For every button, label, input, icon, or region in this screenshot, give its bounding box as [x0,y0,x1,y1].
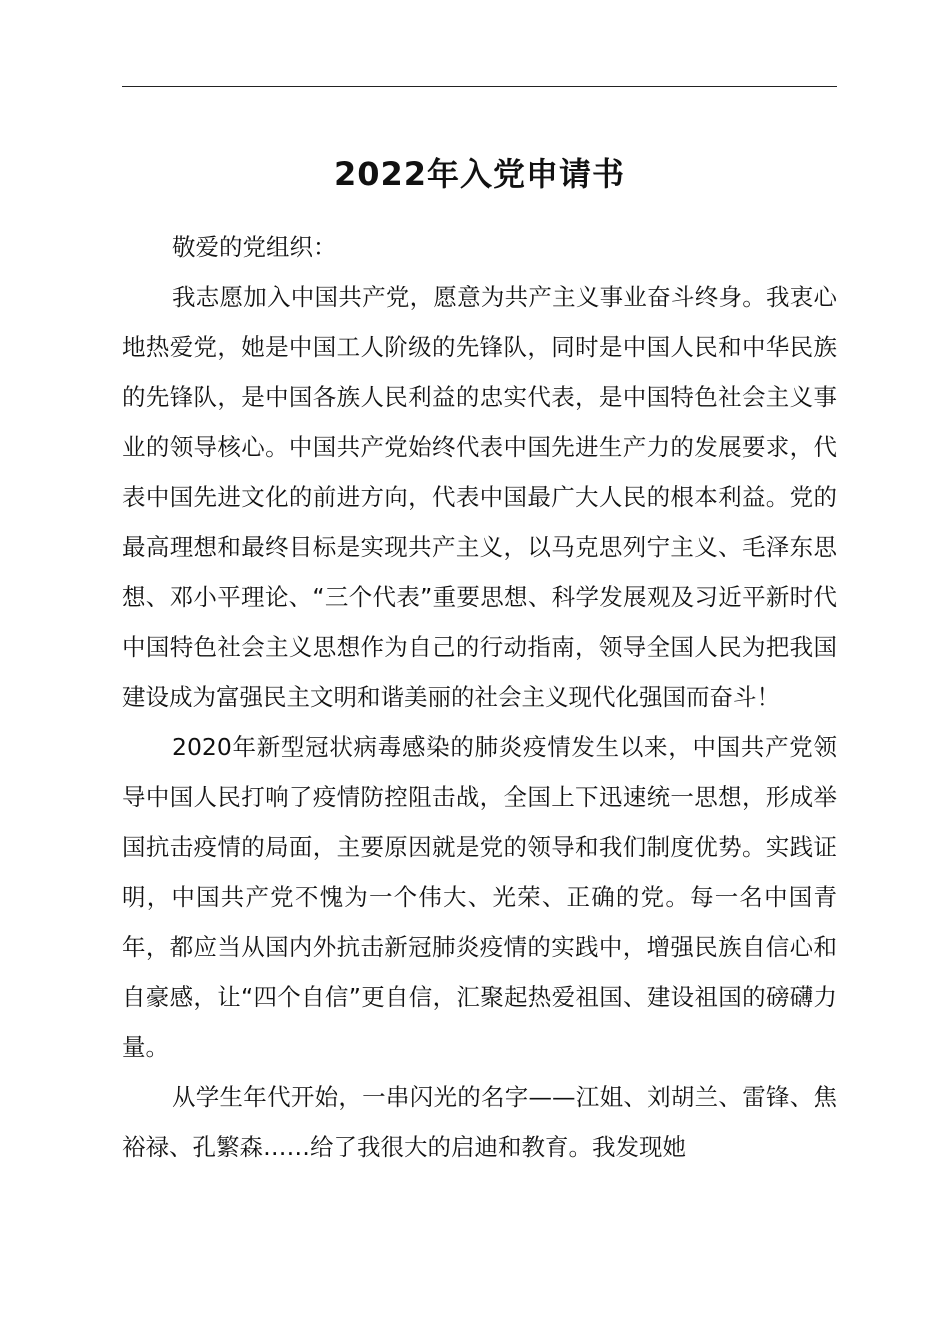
header-rule [122,86,837,87]
paragraph-2: 2020年新型冠状病毒感染的肺炎疫情发生以来，中国共产党领导中国人民打响了疫情防控阻击战，全国上下迅速统一思想，形成举国抗击疫情的局面，主要原因就是党的领导和我们制度优势。实践证明，中国共产党不愧为一个伟大、光荣、正确的党。每一名中国青年，都应当从国内外抗击新冠肺炎疫情的实践中，增强民族自信心和自豪感，让“四个自信”更自信，汇聚起热爱祖国、建设祖国的磅礴力量。 [122,733,837,1061]
paragraph-1: 我志愿加入中国共产党，愿意为共产主义事业奋斗终身。我衷心地热爱党，她是中国工人阶级的先锋队，同时是中国人民和中华民族的先锋队，是中国各族人民利益的忠实代表，是中国特色社会主义事业的领导核心。中国共产党始终代表中国先进生产力的发展要求，代表中国先进文化的前进方向，代表中国最广大人民的根本利益。党的最高理想和最终目标是实现共产主义，以马克思列宁主义、毛泽东思想、邓小平理论、“三个代表”重要思想、科学发展观及习近平新时代中国特色社会主义思想作为自己的行动指南，领导全国人民为把我国建设成为富强民主文明和谐美丽的社会主义现代化强国而奋斗！ [122,283,837,711]
document-body [122,222,837,1172]
document-title: 2022年入党申请书 [333,155,626,193]
paragraph-3: 从学生年代开始，一串闪光的名字——江姐、刘胡兰、雷锋、焦裕禄、孔繁森……给了我很大的启迪和教育。我发现她 [122,1083,837,1161]
salutation: 敬爱的党组织： [172,233,337,261]
